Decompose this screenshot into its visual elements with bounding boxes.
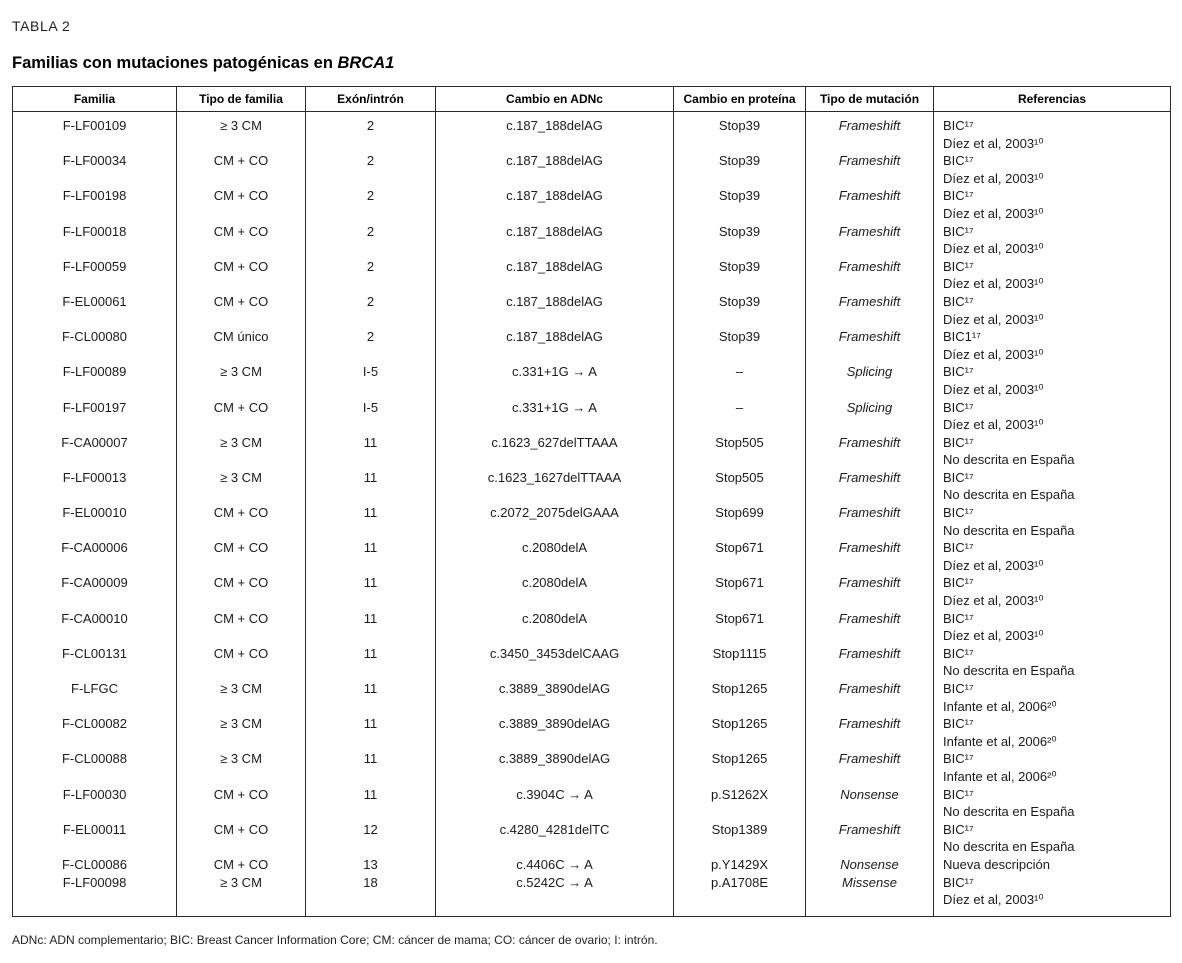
cell-referencias [934, 715, 1171, 750]
cell-tipo-familia: CM + CO [177, 574, 306, 609]
cell-tipo-mutacion: Frameshift [806, 715, 934, 750]
cell-cambio-adnc: c.1623_627delTTAAA [436, 434, 674, 469]
cell-cambio-adnc: c.187_188delAG [436, 112, 674, 153]
cell-tipo-familia: CM + CO [177, 399, 306, 434]
table-row [13, 399, 1171, 434]
cell-tipo-familia: ≥ 3 CM [177, 112, 306, 153]
table-row [13, 750, 1171, 785]
cell-cambio-proteina: Stop39 [674, 258, 806, 293]
table-row [13, 574, 1171, 609]
cell-cambio-adnc: c.187_188delAG [436, 152, 674, 187]
cell-cambio-adnc: c.3450_3453delCAAG [436, 645, 674, 680]
cell-exon-intron: 2 [306, 187, 436, 222]
cell-cambio-proteina: Stop39 [674, 328, 806, 363]
cell-tipo-mutacion: Frameshift [806, 750, 934, 785]
table-row [13, 363, 1171, 398]
cell-cambio-adnc: c.4280_4281delTC [436, 821, 674, 856]
table-row [13, 152, 1171, 187]
reference-line: BIC¹⁷ [943, 364, 974, 380]
cell-cambio-adnc: c.3904C → A [436, 786, 674, 821]
cell-exon-intron: 11 [306, 504, 436, 539]
cell-tipo-familia: CM + CO [177, 258, 306, 293]
reference-line: BIC1¹⁷ [943, 329, 981, 345]
reference-line: BIC¹⁷ [943, 575, 974, 591]
cell-familia: F-CL00086 [13, 856, 177, 874]
cell-tipo-mutacion: Frameshift [806, 574, 934, 609]
cell-familia: F-CA00007 [13, 434, 177, 469]
cell-tipo-mutacion: Frameshift [806, 680, 934, 715]
cell-tipo-familia: CM + CO [177, 223, 306, 258]
cell-referencias [934, 187, 1171, 222]
reference-line: Díez et al, 2003¹⁰ [943, 276, 1044, 292]
table-row [13, 293, 1171, 328]
cell-familia: F-LF00198 [13, 187, 177, 222]
cell-tipo-mutacion: Frameshift [806, 821, 934, 856]
cell-cambio-proteina: Stop39 [674, 187, 806, 222]
cell-referencias [934, 258, 1171, 293]
cell-exon-intron: 2 [306, 258, 436, 293]
cell-tipo-mutacion: Frameshift [806, 434, 934, 469]
cell-tipo-mutacion: Frameshift [806, 645, 934, 680]
cell-tipo-mutacion: Frameshift [806, 112, 934, 153]
cell-familia: F-LF00034 [13, 152, 177, 187]
reference-line: BIC¹⁷ [943, 610, 974, 626]
cell-tipo-familia: ≥ 3 CM [177, 363, 306, 398]
cell-cambio-proteina: Stop1115 [674, 645, 806, 680]
cell-referencias [934, 328, 1171, 363]
reference-line: BIC¹⁷ [943, 293, 974, 309]
reference-line: Díez et al, 2003¹⁰ [943, 170, 1044, 186]
cell-tipo-mutacion: Frameshift [806, 539, 934, 574]
cell-cambio-proteina: Stop505 [674, 469, 806, 504]
cell-familia: F-LF00059 [13, 258, 177, 293]
reference-line: Infante et al, 2006²⁰ [943, 698, 1057, 714]
cell-cambio-adnc: c.331+1G → A [436, 399, 674, 434]
cell-cambio-proteina: Stop699 [674, 504, 806, 539]
mutations-table [12, 86, 1171, 917]
cell-familia: F-CL00080 [13, 328, 177, 363]
cell-exon-intron: I-5 [306, 363, 436, 398]
table-row [13, 187, 1171, 222]
cell-tipo-mutacion: Frameshift [806, 504, 934, 539]
cell-cambio-proteina: Stop1389 [674, 821, 806, 856]
reference-line: BIC¹⁷ [943, 751, 974, 767]
cell-tipo-familia: CM + CO [177, 539, 306, 574]
table-row [13, 680, 1171, 715]
table-row [13, 328, 1171, 363]
table-row [13, 856, 1171, 874]
reference-line: BIC¹⁷ [943, 681, 974, 696]
cell-tipo-familia: ≥ 3 CM [177, 469, 306, 504]
cell-referencias [934, 574, 1171, 609]
cell-familia: F-LFGC [13, 680, 177, 715]
reference-line: No descrita en España [943, 522, 1075, 538]
cell-exon-intron: 11 [306, 715, 436, 750]
reference-line: BIC¹⁷ [943, 716, 974, 732]
table-row [13, 539, 1171, 574]
reference-line: Díez et al, 2003¹⁰ [943, 892, 1044, 908]
cell-exon-intron: 2 [306, 152, 436, 187]
table-row [13, 434, 1171, 469]
cell-exon-intron: 2 [306, 112, 436, 153]
col-header-tipo-familia: Tipo de familia [177, 87, 306, 112]
cell-familia: F-LF00197 [13, 399, 177, 434]
cell-exon-intron: I-5 [306, 399, 436, 434]
table-row [13, 469, 1171, 504]
cell-exon-intron: 11 [306, 750, 436, 785]
reference-line: Nueva descripción [943, 856, 1050, 872]
cell-exon-intron: 2 [306, 223, 436, 258]
cell-tipo-mutacion: Frameshift [806, 293, 934, 328]
cell-tipo-mutacion: Frameshift [806, 152, 934, 187]
cell-cambio-adnc: c.331+1G → A [436, 363, 674, 398]
cell-cambio-proteina: Stop1265 [674, 715, 806, 750]
cell-tipo-familia: CM + CO [177, 504, 306, 539]
cell-referencias [934, 399, 1171, 434]
col-header-referencias: Referencias [934, 87, 1171, 112]
reference-line: Díez et al, 2003¹⁰ [943, 593, 1044, 609]
cell-tipo-mutacion: Nonsense [806, 786, 934, 821]
cell-tipo-familia: CM + CO [177, 786, 306, 821]
cell-cambio-adnc: c.2080delA [436, 574, 674, 609]
cell-referencias [934, 504, 1171, 539]
cell-familia: F-CL00088 [13, 750, 177, 785]
cell-tipo-familia: ≥ 3 CM [177, 874, 306, 917]
cell-exon-intron: 11 [306, 469, 436, 504]
reference-line: BIC¹⁷ [943, 399, 974, 415]
cell-cambio-proteina: Stop39 [674, 293, 806, 328]
cell-familia: F-EL00010 [13, 504, 177, 539]
reference-line: BIC¹⁷ [943, 153, 974, 169]
reference-line: Díez et al, 2003¹⁰ [943, 557, 1044, 573]
table-row [13, 715, 1171, 750]
cell-referencias [934, 539, 1171, 574]
table-row [13, 112, 1171, 153]
cell-referencias [934, 610, 1171, 645]
cell-cambio-proteina: Stop1265 [674, 750, 806, 785]
cell-exon-intron: 12 [306, 821, 436, 856]
cell-tipo-mutacion: Frameshift [806, 328, 934, 363]
cell-exon-intron: 11 [306, 645, 436, 680]
cell-referencias [934, 469, 1171, 504]
cell-tipo-mutacion: Frameshift [806, 469, 934, 504]
reference-line: BIC¹⁷ [943, 469, 974, 485]
cell-cambio-proteina: – [674, 363, 806, 398]
reference-line: Infante et al, 2006²⁰ [943, 768, 1057, 784]
reference-line: BIC¹⁷ [943, 223, 974, 239]
cell-referencias [934, 856, 1171, 874]
reference-line: BIC¹⁷ [943, 786, 974, 802]
reference-line: Díez et al, 2003¹⁰ [943, 135, 1044, 151]
reference-line: BIC¹⁷ [943, 434, 974, 450]
table-row [13, 610, 1171, 645]
cell-familia: F-LF00109 [13, 112, 177, 153]
cell-cambio-adnc: c.4406C → A [436, 856, 674, 874]
reference-line: BIC¹⁷ [943, 540, 974, 556]
cell-familia: F-LF00089 [13, 363, 177, 398]
cell-familia: F-CL00082 [13, 715, 177, 750]
cell-familia: F-LF00013 [13, 469, 177, 504]
reference-line: No descrita en España [943, 452, 1075, 468]
cell-cambio-proteina: Stop671 [674, 574, 806, 609]
cell-tipo-mutacion: Nonsense [806, 856, 934, 874]
cell-referencias [934, 223, 1171, 258]
table-label: TABLA 2 [12, 18, 71, 34]
table-row [13, 223, 1171, 258]
cell-familia: F-CL00131 [13, 645, 177, 680]
cell-cambio-adnc: c.2080delA [436, 610, 674, 645]
cell-cambio-proteina: Stop671 [674, 539, 806, 574]
reference-line: BIC¹⁷ [943, 645, 974, 661]
header-row [13, 87, 1171, 112]
table-row [13, 258, 1171, 293]
footnote: ADNc: ADN complementario; BIC: Breast Cancer Information Core; CM: cáncer de mama; CO: cáncer de ovario; I: intrón. [12, 932, 658, 947]
cell-referencias [934, 152, 1171, 187]
cell-tipo-familia: ≥ 3 CM [177, 680, 306, 715]
reference-line: BIC¹⁷ [943, 188, 974, 204]
table-row [13, 786, 1171, 821]
cell-tipo-familia: CM + CO [177, 610, 306, 645]
cell-familia: F-LF00018 [13, 223, 177, 258]
cell-cambio-adnc: c.3889_3890delAG [436, 715, 674, 750]
reference-line: Díez et al, 2003¹⁰ [943, 346, 1044, 362]
cell-tipo-mutacion: Splicing [806, 399, 934, 434]
reference-line: Díez et al, 2003¹⁰ [943, 628, 1044, 644]
col-header-cambio-proteina: Cambio en proteína [674, 87, 806, 112]
cell-exon-intron: 13 [306, 856, 436, 874]
cell-familia: F-CA00006 [13, 539, 177, 574]
reference-line: Díez et al, 2003¹⁰ [943, 205, 1044, 221]
cell-referencias [934, 786, 1171, 821]
col-header-familia: Familia [13, 87, 177, 112]
gene-name: BRCA1 [337, 54, 395, 72]
table-row [13, 821, 1171, 856]
cell-tipo-familia: ≥ 3 CM [177, 434, 306, 469]
table-row [13, 504, 1171, 539]
cell-cambio-adnc: c.5242C → A [436, 874, 674, 917]
reference-line: No descrita en España [943, 487, 1075, 503]
reference-line: No descrita en España [943, 804, 1075, 820]
col-header-exon-intron: Exón/intrón [306, 87, 436, 112]
cell-cambio-proteina: – [674, 399, 806, 434]
table-title [12, 54, 1170, 73]
reference-line: Díez et al, 2003¹⁰ [943, 417, 1044, 433]
cell-tipo-mutacion: Frameshift [806, 610, 934, 645]
reference-line: BIC¹⁷ [943, 874, 974, 890]
reference-line: BIC¹⁷ [943, 821, 974, 837]
table-row [13, 874, 1171, 917]
cell-cambio-adnc: c.187_188delAG [436, 223, 674, 258]
cell-referencias [934, 293, 1171, 328]
cell-familia: F-EL00061 [13, 293, 177, 328]
cell-referencias [934, 680, 1171, 715]
reference-line: BIC¹⁷ [943, 118, 974, 133]
cell-exon-intron: 11 [306, 680, 436, 715]
cell-referencias [934, 874, 1171, 917]
cell-cambio-adnc: c.187_188delAG [436, 293, 674, 328]
cell-tipo-mutacion: Missense [806, 874, 934, 917]
cell-exon-intron: 11 [306, 786, 436, 821]
cell-tipo-familia: CM + CO [177, 152, 306, 187]
cell-cambio-proteina: Stop39 [674, 112, 806, 153]
cell-familia: F-CA00010 [13, 610, 177, 645]
cell-exon-intron: 11 [306, 434, 436, 469]
cell-tipo-mutacion: Frameshift [806, 187, 934, 222]
cell-cambio-adnc: c.187_188delAG [436, 187, 674, 222]
cell-familia: F-LF00098 [13, 874, 177, 917]
cell-cambio-adnc: c.2080delA [436, 539, 674, 574]
cell-tipo-familia: ≥ 3 CM [177, 750, 306, 785]
cell-tipo-familia: CM + CO [177, 187, 306, 222]
cell-cambio-proteina: p.Y1429X [674, 856, 806, 874]
cell-tipo-familia: CM único [177, 328, 306, 363]
cell-tipo-mutacion: Splicing [806, 363, 934, 398]
cell-referencias [934, 363, 1171, 398]
cell-referencias [934, 821, 1171, 856]
table-body [13, 112, 1171, 917]
cell-familia: F-LF00030 [13, 786, 177, 821]
reference-line: Infante et al, 2006²⁰ [943, 733, 1057, 749]
cell-cambio-proteina: Stop671 [674, 610, 806, 645]
cell-cambio-adnc: c.187_188delAG [436, 328, 674, 363]
cell-referencias [934, 750, 1171, 785]
col-header-tipo-mutacion: Tipo de mutación [806, 87, 934, 112]
cell-cambio-adnc: c.3889_3890delAG [436, 750, 674, 785]
cell-cambio-proteina: p.A1708E [674, 874, 806, 917]
cell-tipo-familia: CM + CO [177, 856, 306, 874]
cell-cambio-adnc: c.2072_2075delGAAA [436, 504, 674, 539]
cell-referencias [934, 434, 1171, 469]
cell-tipo-mutacion: Frameshift [806, 223, 934, 258]
cell-tipo-familia: CM + CO [177, 645, 306, 680]
reference-line: Díez et al, 2003¹⁰ [943, 311, 1044, 327]
reference-line: BIC¹⁷ [943, 505, 974, 521]
cell-cambio-proteina: Stop39 [674, 152, 806, 187]
reference-line: No descrita en España [943, 663, 1075, 679]
cell-tipo-mutacion: Frameshift [806, 258, 934, 293]
cell-exon-intron: 11 [306, 539, 436, 574]
cell-tipo-familia: CM + CO [177, 293, 306, 328]
cell-referencias [934, 645, 1171, 680]
cell-exon-intron: 18 [306, 874, 436, 917]
cell-cambio-adnc: c.187_188delAG [436, 258, 674, 293]
cell-familia: F-CA00009 [13, 574, 177, 609]
reference-line: Díez et al, 2003¹⁰ [943, 241, 1044, 257]
cell-exon-intron: 11 [306, 610, 436, 645]
cell-exon-intron: 11 [306, 574, 436, 609]
cell-cambio-proteina: Stop1265 [674, 680, 806, 715]
col-header-cambio-adnc: Cambio en ADNc [436, 87, 674, 112]
reference-line: No descrita en España [943, 839, 1075, 855]
cell-tipo-familia: ≥ 3 CM [177, 715, 306, 750]
cell-referencias [934, 112, 1171, 153]
cell-cambio-adnc: c.1623_1627delTTAAA [436, 469, 674, 504]
cell-tipo-familia: CM + CO [177, 821, 306, 856]
cell-cambio-proteina: p.S1262X [674, 786, 806, 821]
table-row [13, 645, 1171, 680]
reference-line: BIC¹⁷ [943, 258, 974, 274]
cell-exon-intron: 2 [306, 328, 436, 363]
cell-cambio-adnc: c.3889_3890delAG [436, 680, 674, 715]
reference-line: Díez et al, 2003¹⁰ [943, 381, 1044, 397]
cell-familia: F-EL00011 [13, 821, 177, 856]
cell-exon-intron: 2 [306, 293, 436, 328]
cell-cambio-proteina: Stop39 [674, 223, 806, 258]
cell-cambio-proteina: Stop505 [674, 434, 806, 469]
title-text: Familias con mutaciones patogénicas en [12, 54, 338, 72]
